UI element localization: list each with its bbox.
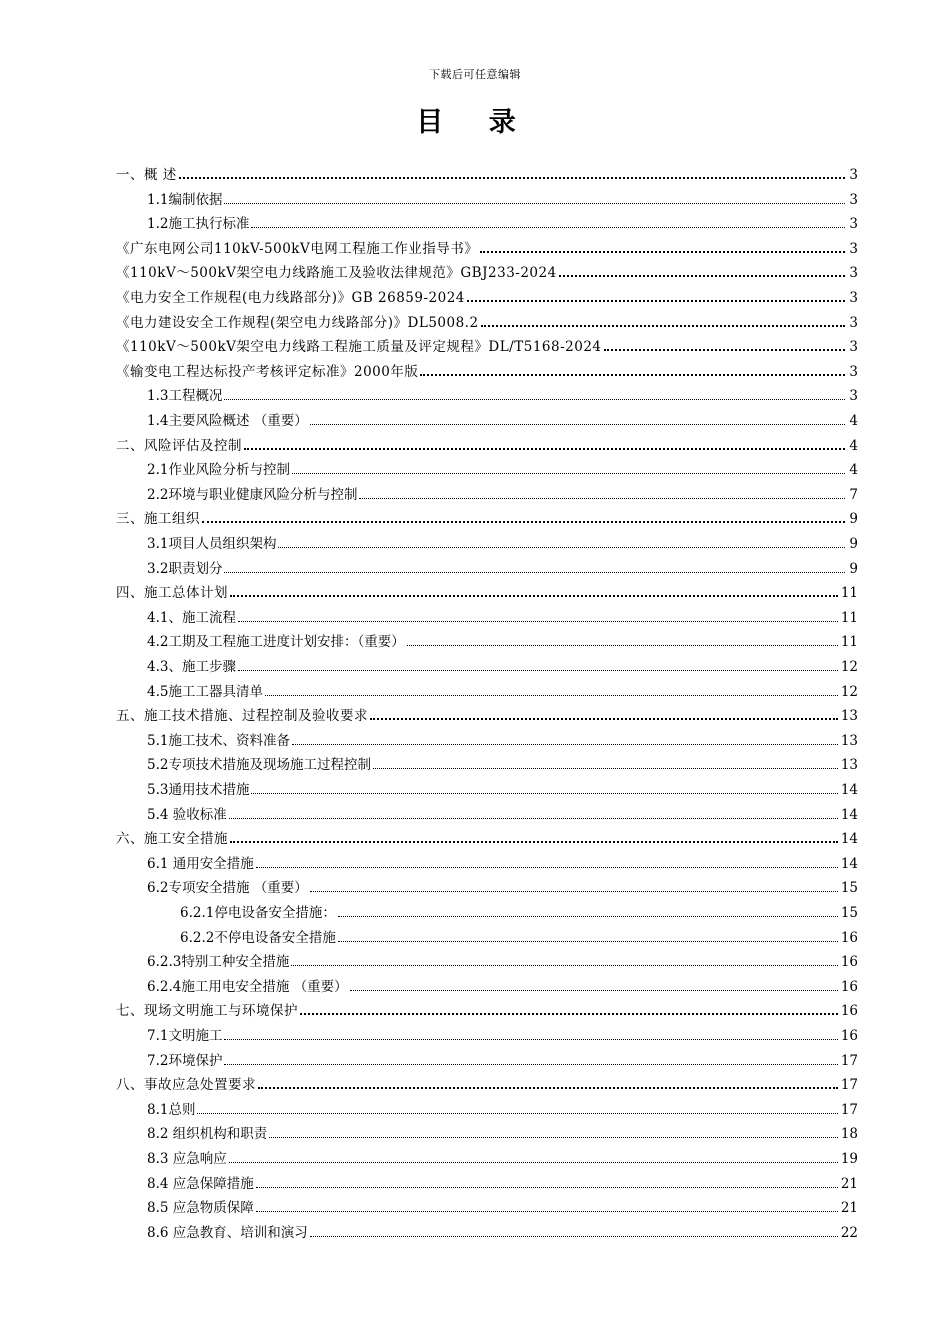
toc-dot-leader xyxy=(310,1236,838,1237)
toc-dot-leader xyxy=(480,251,845,253)
toc-entry-title: 《输变电工程达标投产考核评定标准》2000年版 xyxy=(116,363,419,380)
toc-entry[interactable] xyxy=(116,357,858,381)
toc-dot-leader xyxy=(350,990,838,991)
toc-entry[interactable] xyxy=(147,1193,858,1217)
toc-dot-leader xyxy=(238,621,838,622)
toc-dot-leader xyxy=(559,275,845,277)
toc-entry[interactable] xyxy=(116,431,858,455)
toc-entry[interactable] xyxy=(147,1218,858,1242)
toc-entry-title: 7.2环境保护 xyxy=(147,1052,223,1069)
toc-entry[interactable] xyxy=(116,258,858,282)
toc-entry-page: 13 xyxy=(840,757,858,774)
toc-entry[interactable] xyxy=(116,578,858,602)
toc-dot-leader xyxy=(481,325,845,327)
toc-entry-title: 二、风险评估及控制 xyxy=(116,437,242,454)
toc-entry-page: 3 xyxy=(849,216,858,233)
toc-dot-leader xyxy=(420,374,845,376)
toc-entry-title: 《110kV～500kV架空电力线路施工及验收法律规范》GBJ233-2024 xyxy=(116,265,557,282)
toc-entry-page: 19 xyxy=(840,1151,858,1167)
toc-entry[interactable] xyxy=(147,627,858,651)
toc-entry-page: 3 xyxy=(849,191,858,208)
toc-entry-page: 3 xyxy=(849,240,858,257)
toc-entry-page: 15 xyxy=(840,880,858,897)
page-header: 下载后可任意编辑 xyxy=(429,68,521,81)
toc-entry-title: 三、施工组织 xyxy=(116,511,200,528)
toc-entry[interactable] xyxy=(180,898,858,922)
toc-entry[interactable] xyxy=(147,1169,858,1193)
toc-entry-page: 18 xyxy=(840,1126,858,1143)
toc-entry[interactable] xyxy=(116,996,858,1020)
toc-entry[interactable] xyxy=(147,677,858,701)
toc-entry-title: 1.1编制依据 xyxy=(147,191,223,208)
toc-entry[interactable] xyxy=(116,308,858,332)
toc-entry-title: 8.4 应急保障措施 xyxy=(147,1175,254,1192)
toc-entry-page: 17 xyxy=(840,1052,858,1069)
toc-entry[interactable] xyxy=(147,800,858,824)
toc-entry-title: 《110kV～500kV架空电力线路工程施工质量及评定规程》DL/T5168-2024 xyxy=(116,339,602,356)
toc-entry-page: 17 xyxy=(840,1101,858,1118)
toc-entry[interactable] xyxy=(147,554,858,578)
toc-entry[interactable] xyxy=(147,209,858,233)
toc-entry-page: 3 xyxy=(849,363,858,380)
toc-dot-leader xyxy=(310,424,845,425)
toc-entry-title: 2.1作业风险分析与控制 xyxy=(147,462,290,479)
toc-dot-leader xyxy=(197,1113,837,1114)
toc-entry-title: 五、施工技术措施、过程控制及验收要求 xyxy=(116,708,368,725)
toc-dot-leader xyxy=(338,941,838,942)
toc-entry-title: 5.4 验收标准 xyxy=(147,806,227,823)
toc-dot-leader xyxy=(224,1064,837,1065)
toc-entry[interactable] xyxy=(147,455,858,479)
toc-entry[interactable] xyxy=(147,849,858,873)
toc-entry[interactable] xyxy=(147,750,858,774)
toc-dot-leader xyxy=(269,1137,838,1138)
toc-dot-leader xyxy=(244,448,845,450)
toc-entry[interactable] xyxy=(116,701,858,725)
toc-entry[interactable] xyxy=(147,1144,858,1168)
toc-entry-title: 1.4主要风险概述 （重要） xyxy=(147,413,308,429)
toc-dot-leader xyxy=(256,1187,838,1188)
toc-entry[interactable] xyxy=(147,603,858,627)
toc-entry[interactable] xyxy=(116,234,858,258)
toc-entry[interactable] xyxy=(147,1021,858,1045)
toc-entry-title: 一、概 述 xyxy=(116,167,177,183)
toc-dot-leader xyxy=(300,1013,838,1015)
toc-entry-page: 7 xyxy=(849,486,858,503)
toc-entry-title: 4.5施工工器具清单 xyxy=(147,683,263,700)
toc-entry-page: 11 xyxy=(840,585,858,602)
toc-dot-leader xyxy=(604,349,845,351)
toc-entry[interactable] xyxy=(147,529,858,553)
toc-entry[interactable] xyxy=(147,972,858,996)
toc-entry-title: 7.1文明施工 xyxy=(147,1028,223,1044)
toc-entry[interactable] xyxy=(147,381,858,405)
toc-entry[interactable] xyxy=(147,652,858,676)
toc-entry-page: 4 xyxy=(849,437,858,454)
toc-entry-page: 3 xyxy=(849,339,858,356)
toc-entry-title: 六、施工安全措施 xyxy=(116,831,228,848)
toc-dot-leader xyxy=(359,498,845,499)
toc-entry[interactable] xyxy=(116,824,858,848)
toc-entry-page: 3 xyxy=(849,167,858,183)
toc-dot-leader xyxy=(338,916,838,917)
toc-entry[interactable] xyxy=(147,1046,858,1070)
toc-dot-leader xyxy=(407,645,838,646)
toc-entry-page: 3 xyxy=(849,290,858,306)
toc-entry-page: 9 xyxy=(849,511,858,528)
toc-entry[interactable] xyxy=(147,1119,858,1143)
toc-entry-title: 8.1总则 xyxy=(147,1101,196,1118)
toc-dot-leader xyxy=(310,891,838,892)
toc-entry-title: 8.2 组织机构和职责 xyxy=(147,1126,268,1143)
toc-entry-title: 6.1 通用安全措施 xyxy=(147,855,254,872)
toc-entry-title: 2.2环境与职业健康风险分析与控制 xyxy=(147,486,358,503)
toc-entry-title: 6.2专项安全措施 （重要） xyxy=(147,880,308,897)
toc-entry-page: 3 xyxy=(849,388,858,405)
toc-entry-title: 8.6 应急教育、培训和演习 xyxy=(147,1224,308,1241)
toc-entry-title: 5.2专项技术措施及现场施工过程控制 xyxy=(147,757,371,774)
toc-entry-page: 13 xyxy=(840,732,858,749)
toc-entry-page: 17 xyxy=(840,1077,858,1094)
toc-entry-title: 6.2.1停电设备安全措施： xyxy=(180,905,336,921)
toc-entry-page: 15 xyxy=(840,905,858,921)
toc-dot-leader xyxy=(202,521,845,523)
toc-entry-page: 16 xyxy=(840,929,858,946)
toc-entry-page: 4 xyxy=(849,413,858,429)
toc-entry-page: 9 xyxy=(849,560,858,577)
toc-entry[interactable] xyxy=(147,480,858,504)
toc-entry-title: 6.2.3特别工种安全措施 xyxy=(147,954,290,971)
toc-entry-title: 《电力安全工作规程(电力线路部分)》GB 26859-2024 xyxy=(116,290,465,306)
toc-entry-title: 《电力建设安全工作规程(架空电力线路部分)》DL5008.2 xyxy=(116,314,479,331)
toc-entry[interactable] xyxy=(147,1095,858,1119)
toc-dot-leader xyxy=(292,473,845,474)
toc-entry-page: 14 xyxy=(840,782,858,798)
toc-dot-leader xyxy=(230,841,838,843)
toc-entry-page: 16 xyxy=(840,1003,858,1020)
toc-dot-leader xyxy=(251,227,845,228)
toc-entry-title: 3.2职责划分 xyxy=(147,560,223,577)
toc-entry[interactable] xyxy=(147,775,858,799)
toc-entry-page: 12 xyxy=(840,683,858,700)
toc-entry-title: 4.1、施工流程 xyxy=(147,609,236,626)
toc-dot-leader xyxy=(224,203,845,204)
toc-entry-page: 14 xyxy=(840,806,858,823)
toc-entry-title: 《广东电网公司110kV-500kV电网工程施工作业指导书》 xyxy=(116,240,479,257)
toc-entry-page: 14 xyxy=(840,831,858,848)
toc-entry[interactable] xyxy=(147,406,858,430)
toc-entry-page: 21 xyxy=(840,1175,858,1192)
toc-dot-leader xyxy=(278,547,845,548)
toc-entry[interactable] xyxy=(147,873,858,897)
toc-dot-leader xyxy=(467,300,845,302)
toc-dot-leader xyxy=(265,695,838,696)
toc-entry-title: 1.2施工执行标准 xyxy=(147,216,250,233)
toc-entry-title: 四、施工总体计划 xyxy=(116,585,228,602)
toc-dot-leader xyxy=(224,1039,837,1040)
toc-dot-leader xyxy=(224,399,845,400)
toc-entry-page: 14 xyxy=(840,855,858,872)
toc-entry-title: 七、现场文明施工与环境保护 xyxy=(116,1003,298,1020)
page-title: 目 录 xyxy=(416,107,534,138)
toc-entry-title: 八、事故应急处置要求 xyxy=(116,1077,256,1094)
toc-entry-page: 12 xyxy=(840,659,858,675)
toc-dot-leader xyxy=(224,572,845,573)
toc-entry[interactable] xyxy=(116,504,858,528)
toc-dot-leader xyxy=(229,1162,838,1163)
toc-dot-leader xyxy=(229,818,838,819)
toc-entry[interactable] xyxy=(147,947,858,971)
toc-dot-leader xyxy=(238,670,838,671)
toc-entry-title: 1.3工程概况 xyxy=(147,388,223,405)
toc-entry[interactable] xyxy=(116,332,858,356)
toc-dot-leader xyxy=(251,793,837,794)
toc-entry-title: 6.2.4施工用电安全措施 （重要） xyxy=(147,978,348,995)
toc-entry-title: 8.5 应急物质保障 xyxy=(147,1200,254,1217)
toc-dot-leader xyxy=(258,1087,838,1089)
toc-entry-title: 5.3通用技术措施 xyxy=(147,782,250,798)
toc-entry-title: 5.1施工技术、资料准备 xyxy=(147,732,290,749)
toc-entry-page: 11 xyxy=(840,634,858,651)
toc-entry-page: 4 xyxy=(849,462,858,479)
toc-entry-title: 3.1项目人员组织架构 xyxy=(147,536,277,552)
toc-entry[interactable] xyxy=(147,185,858,209)
toc-entry-page: 13 xyxy=(840,708,858,725)
toc-dot-leader xyxy=(256,1211,838,1212)
toc-dot-leader xyxy=(256,867,838,868)
toc-dot-leader xyxy=(179,177,845,179)
toc-entry-page: 9 xyxy=(849,536,858,552)
toc-entry-page: 16 xyxy=(840,954,858,971)
toc-entry[interactable] xyxy=(116,160,858,184)
toc-dot-leader xyxy=(291,965,837,966)
toc-entry-page: 16 xyxy=(840,1028,858,1044)
toc-dot-leader xyxy=(292,744,838,745)
toc-dot-leader xyxy=(230,595,838,597)
toc-entry-page: 16 xyxy=(840,978,858,995)
toc-entry[interactable] xyxy=(147,726,858,750)
toc-entry[interactable] xyxy=(180,923,858,947)
toc-entry-page: 11 xyxy=(840,609,858,626)
toc-entry-title: 4.3、施工步骤 xyxy=(147,659,236,675)
toc-entry-page: 3 xyxy=(849,265,858,282)
toc-entry-title: 8.3 应急响应 xyxy=(147,1151,227,1167)
toc-dot-leader xyxy=(370,718,838,720)
toc-entry-title: 6.2.2不停电设备安全措施 xyxy=(180,929,336,946)
toc-entry[interactable] xyxy=(116,283,858,307)
toc-entry-page: 22 xyxy=(840,1224,858,1241)
toc-entry-title: 4.2工期及工程施工进度计划安排：（重要） xyxy=(147,634,405,651)
toc-entry-page: 3 xyxy=(849,314,858,331)
toc-entry[interactable] xyxy=(116,1070,858,1094)
toc-entry-page: 21 xyxy=(840,1200,858,1217)
toc-dot-leader xyxy=(373,768,838,769)
